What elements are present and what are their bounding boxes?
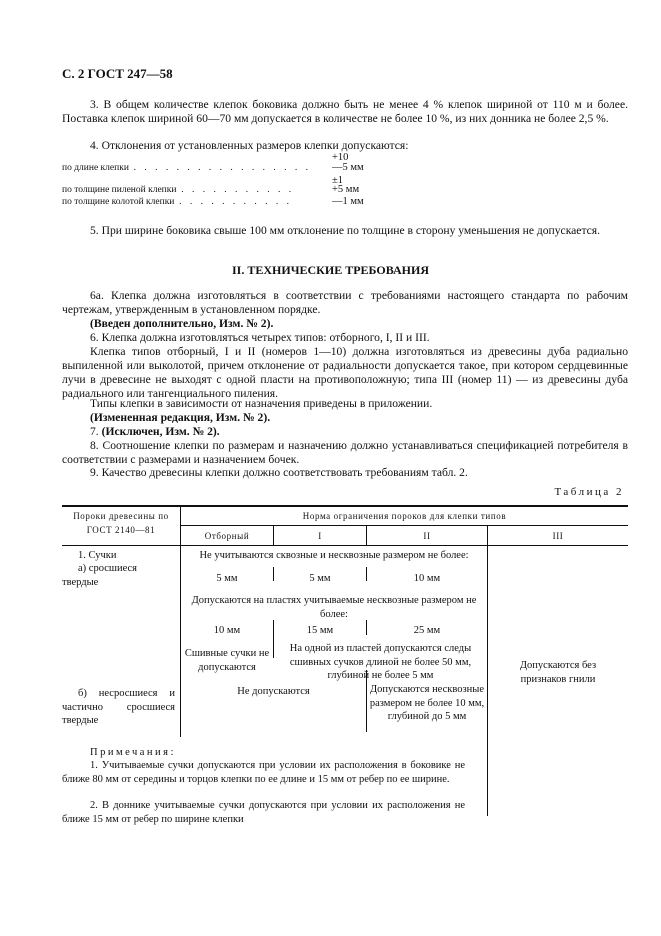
deviation-label: по толщине пиленой клепки . . . . . . . . . . . — [62, 185, 295, 195]
note-2: 2. В доннике учитываемые сучки допускаются при условии их расположения не ближе 15 мм от ребер по ширине клепки — [62, 800, 465, 825]
paragraph-8: 8. Соотношение клепки по размерам и назначению должно устанавливаться спецификацией потребителя в соответствии с размерами и назначением бочек. — [62, 439, 628, 466]
table-divider — [180, 525, 628, 526]
section-title: II. ТЕХНИЧЕСКИЕ ТРЕБОВАНИЯ — [232, 263, 429, 277]
cell-value: 5 мм — [309, 573, 331, 584]
cell-value: 15 мм — [306, 625, 334, 636]
paragraph-6b: Клепка типов отборный, I и II (номеров 1—10) должна изготовляться из древесины дуба радиально выпиленной или выколотой, причем отклонение от радиальности допускается такое, при котором сердцевинные лучи в древесине не выходят с одной пласти на противоположную; типа III (номер 11) — из древесины дуба радиального или тангенциального пиления. — [62, 345, 628, 400]
cell-value: 10 мм — [213, 625, 241, 636]
cell-i-ii-stitched: На одной из пластей допускаются следы сшивных сучков длиной не более 50 мм, глубиной не более 5 мм — [289, 643, 472, 681]
header-type-2: II — [423, 531, 431, 541]
cell-span-not-counted: Не учитываются сквозные и несквозные размером не более: — [199, 550, 469, 561]
amendment-note: (Измененная редакция, Изм. № 2). — [90, 411, 271, 424]
deviation-lower: +5 мм — [332, 184, 360, 195]
deviation-lower: —1 мм — [332, 196, 364, 207]
cell-otb-stitched: Сшивные сучки не допускаются — [184, 648, 270, 673]
cell-not-allowed: Не допускаются — [237, 686, 310, 697]
deviation-upper: ±1 — [332, 175, 344, 186]
cell-value: 10 мм — [413, 573, 441, 584]
header-norm-group: Норма ограничения пороков для клепки типов — [302, 511, 507, 521]
paragraph-4: 4. Отклонения от установленных размеров клепки допускаются: — [90, 139, 409, 152]
cell-span-allowed: Допускаются на пластях учитываемые несквозные размером не более: — [191, 595, 477, 620]
paragraph-6: 6. Клепка должна изготовляться четырех типов: отборного, I, II и III. — [90, 331, 430, 344]
table-top-border — [62, 505, 628, 507]
paragraph-6a: 6а. Клепка должна изготовляться в соответствии с требованиями настоящего стандарта по рабочим чертежам, утвержденным в установленном порядке. — [62, 289, 628, 316]
cell-ii-allowed: Допускаются несквозные размером не более 10 мм, глубиной до 5 мм — [369, 684, 485, 722]
paragraph-7: 7. (Исключен, Изм. № 2). — [90, 425, 220, 438]
deviation-lower: —5 мм — [332, 162, 364, 173]
paragraph-9: 9. Качество древесины клепки должно соответствовать требованиям табл. 2. — [90, 466, 468, 479]
deviation-label: по длине клепки . . . . . . . . . . . . . . . . . — [62, 163, 312, 173]
cell-type3: Допускаются без признаков гнили — [519, 660, 597, 685]
notes-title: Примечания: — [90, 747, 176, 758]
note-1: 1. Учитываемые сучки допускаются при условии их расположения в боковике не ближе 80 мм от середины и торцов клепки по ее длине и 15 мм от ребер по ее ширине. — [62, 760, 465, 785]
header-type-1: I — [318, 531, 322, 541]
header-type-otb: Отборный — [204, 531, 250, 541]
paragraph-5: 5. При ширине боковика свыше 100 мм отклонение по толщине в сторону уменьшения не допускается. — [90, 224, 601, 237]
cell-value: 25 мм — [413, 625, 441, 636]
row-label-sound-knots: а) сросшиеся твердые — [62, 563, 137, 588]
paragraph-3: 3. В общем количестве клепок боковика должно быть не менее 4 % клепок шириной от 110 м и более. Поставка клепок шириной 60—70 мм допускается в количестве не более 10 %, из них донника не более 2,5 %. — [62, 98, 628, 125]
deviation-label: по толщине колотой клепки . . . . . . . . . . . — [62, 197, 293, 207]
header-defects: Пороки древесины по ГОСТ 2140—81 — [73, 511, 169, 535]
row-label-knots: 1. Сучки — [78, 550, 117, 561]
paragraph-6c: Типы клепки в зависимости от назначения приведены в приложении. — [90, 397, 433, 410]
page-header: С. 2 ГОСТ 247—58 — [62, 66, 173, 81]
table-divider — [62, 545, 628, 546]
row-label-loose-knots: б) несросшиеся и частично сросшиеся твердые — [62, 688, 175, 726]
header-type-3: III — [552, 531, 564, 541]
table-caption: Таблица 2 — [554, 486, 624, 498]
amendment-note: (Введен дополнительно, Изм. № 2). — [90, 317, 274, 330]
cell-value: 5 мм — [216, 573, 238, 584]
deviation-upper: +10 — [332, 152, 349, 163]
